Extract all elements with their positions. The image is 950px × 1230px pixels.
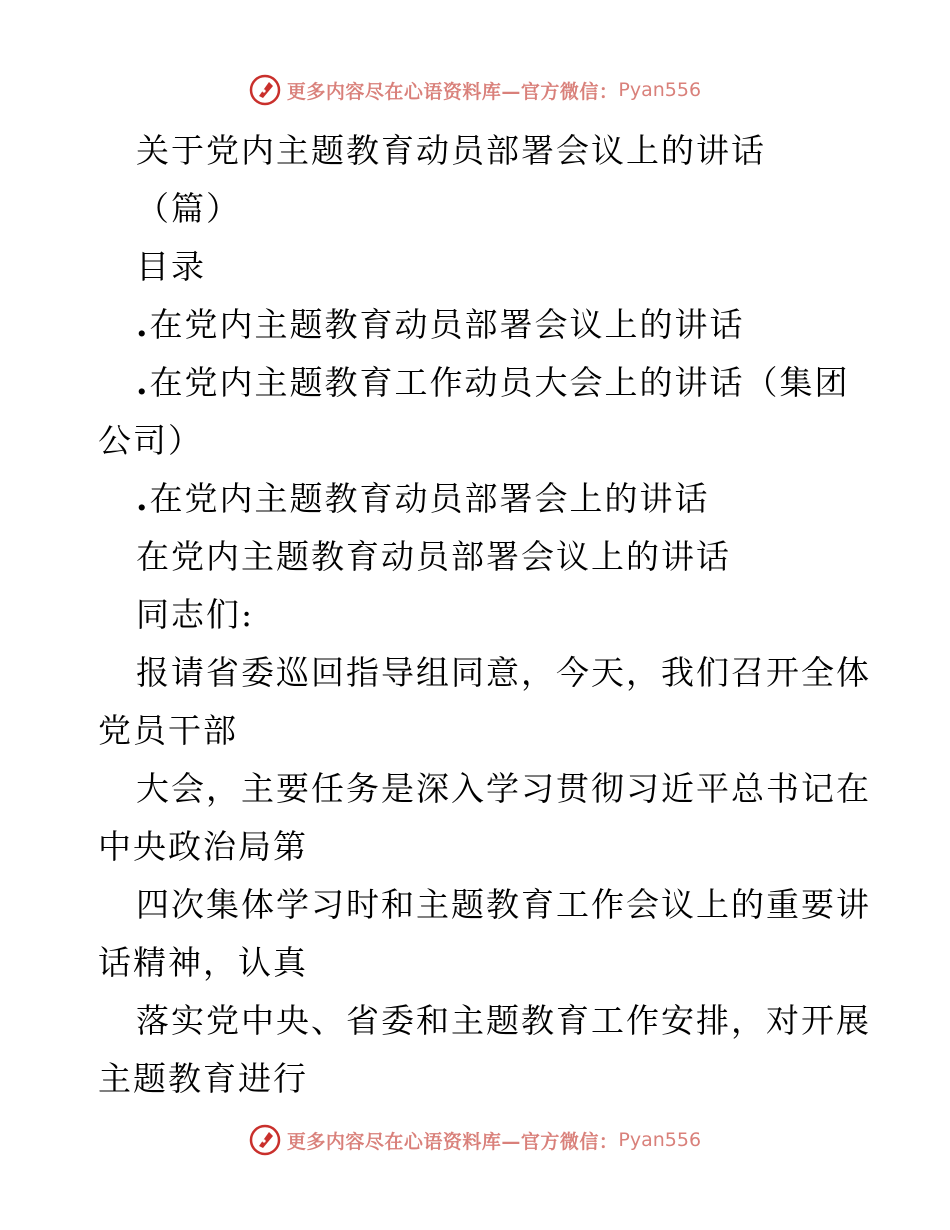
paragraph-line: 四次集体学习时和主题教育工作会议上的重要讲 [136, 885, 871, 924]
pen-nib-circle-logo [249, 74, 281, 106]
paragraph-line: 落实党中央、省委和主题教育工作安排，对开展 [136, 1001, 871, 1040]
document-title: 关于党内主题教育动员部署会议上的讲话 [136, 131, 766, 170]
paragraph-line: 报请省委巡回指导组同意，今天，我们召开全体 [136, 653, 871, 692]
header-watermark [0, 68, 950, 112]
paragraph-line: 大会，主要任务是深入学习贯彻习近平总书记在 [136, 769, 871, 808]
pen-nib-circle-logo [249, 1124, 281, 1156]
watermark-wechat-id: Pyan556 [618, 79, 702, 101]
footer-watermark [0, 1118, 950, 1162]
greeting: 同志们: [136, 595, 255, 634]
paragraph-line: 中央政治局第 [98, 827, 308, 866]
paragraph-line: 党员干部 [98, 711, 238, 750]
toc-item: .在党内主题教育动员部署会上的讲话 [136, 479, 710, 518]
watermark-text: 更多内容尽在心语资料库—官方微信： [286, 1130, 619, 1153]
toc-bullet: . [136, 479, 150, 518]
watermark-text: 更多内容尽在心语资料库—官方微信： [286, 80, 619, 103]
section-title: 在党内主题教育动员部署会议上的讲话 [136, 537, 731, 576]
toc-item-continued: 公司） [98, 421, 203, 460]
toc-item: .在党内主题教育动员部署会议上的讲话 [136, 305, 745, 344]
watermark-wechat-id: Pyan556 [618, 1129, 702, 1151]
toc-bullet: . [136, 363, 150, 402]
toc-item: .在党内主题教育工作动员大会上的讲话（集团 [136, 363, 850, 402]
document-title-continued: （篇） [136, 189, 241, 228]
paragraph-line: 话精神，认真 [98, 943, 308, 982]
toc-heading: 目录 [136, 247, 206, 286]
toc-bullet: . [136, 305, 150, 344]
paragraph-line: 主题教育进行 [98, 1059, 308, 1098]
document-body [98, 122, 871, 1108]
